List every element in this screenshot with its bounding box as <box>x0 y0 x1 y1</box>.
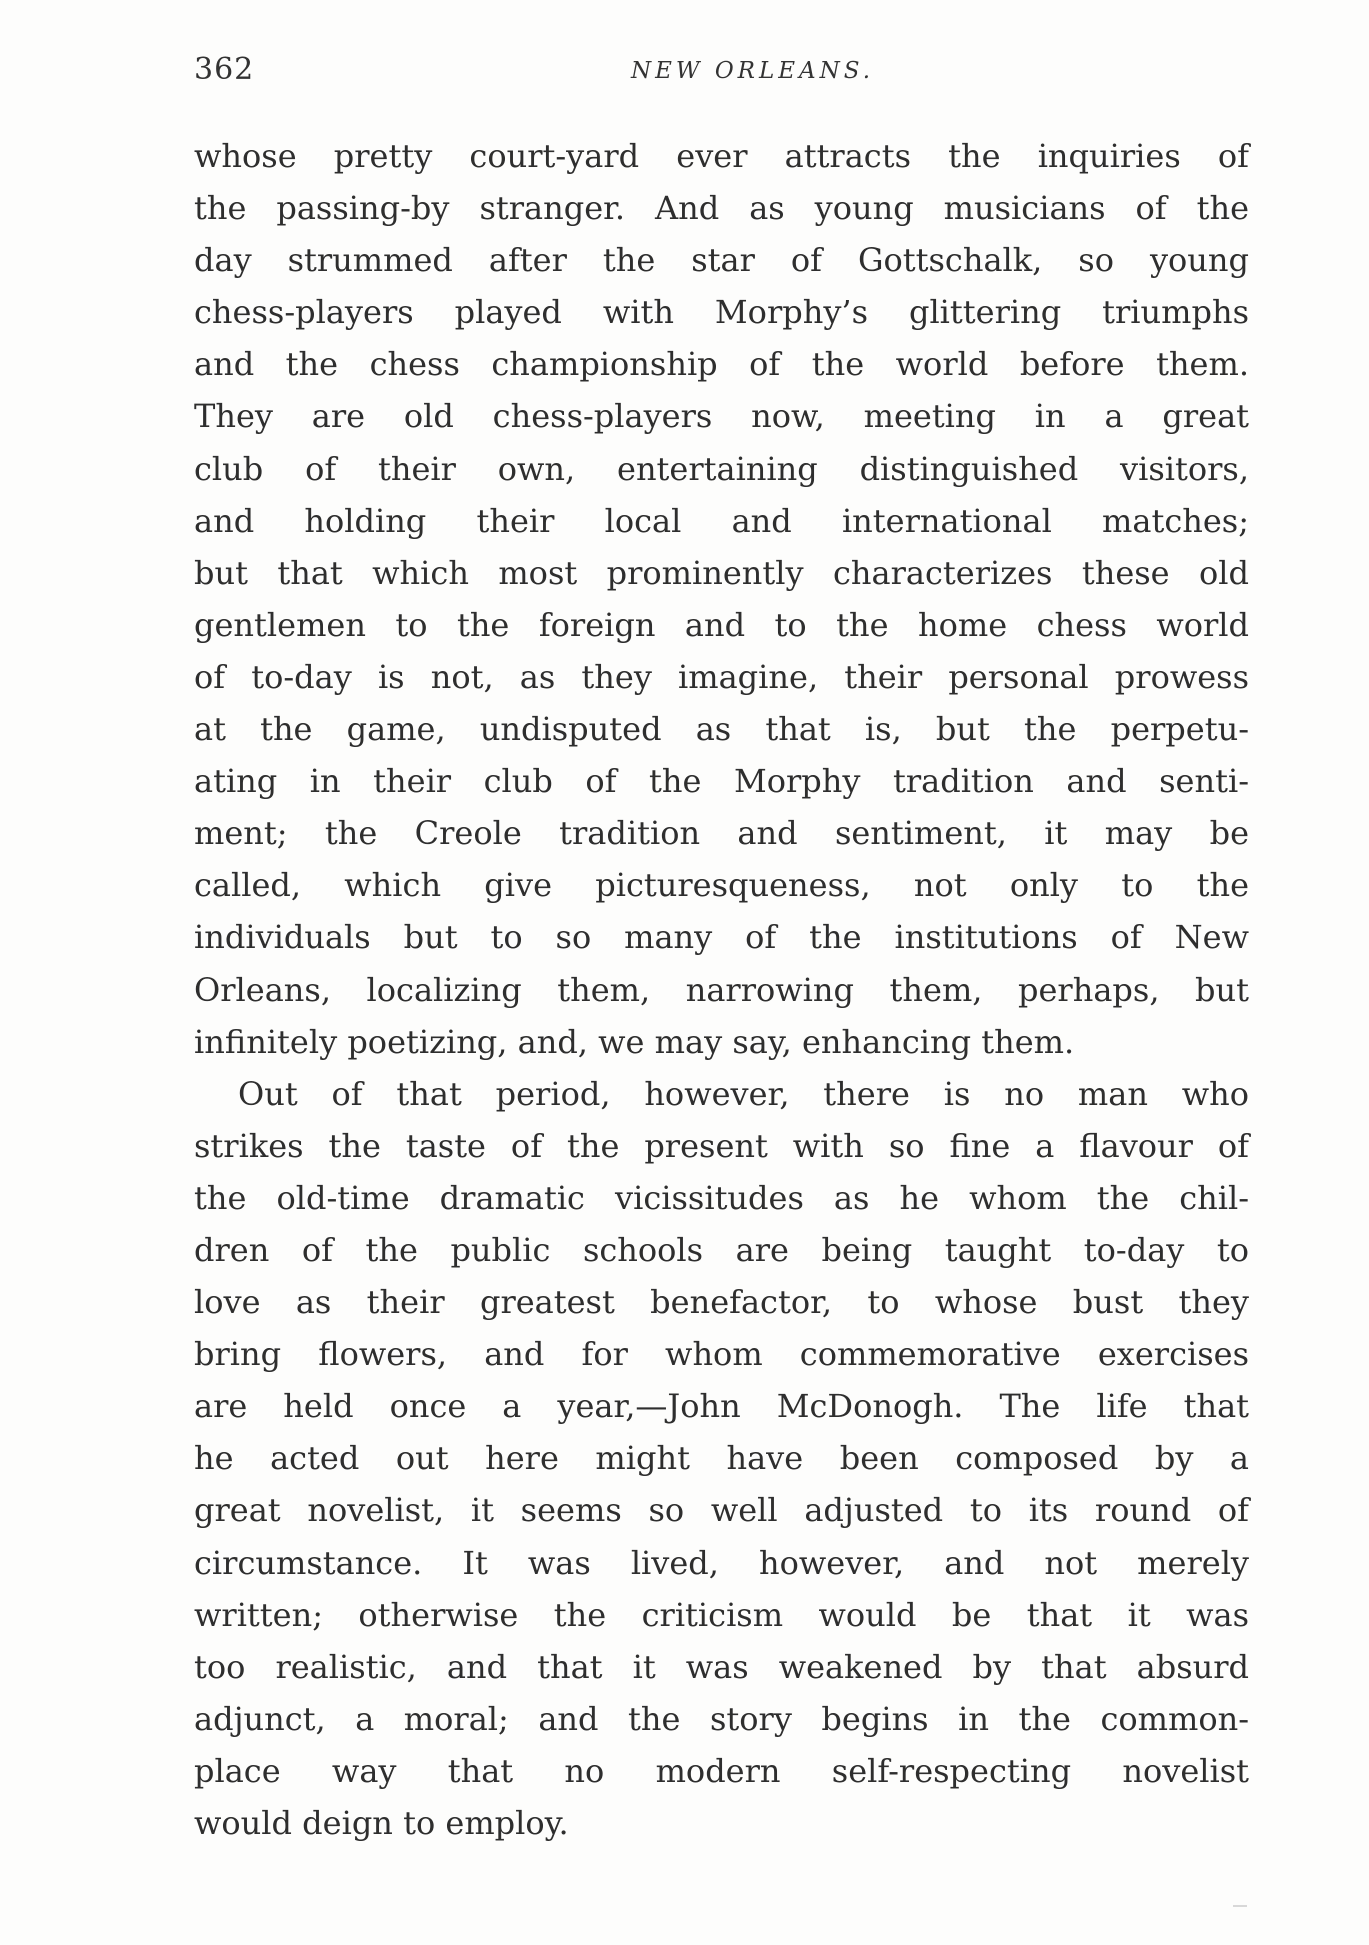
text-line: adjunct, a moral; and the story begins in the common- <box>194 1699 1249 1738</box>
page-header <box>194 52 1249 102</box>
text-line: individuals but to so many of the institutions of New <box>194 918 1249 957</box>
text-line: They are old chess-players now, meeting in a great <box>194 397 1249 436</box>
text-line: and holding their local and international matches; <box>194 501 1249 540</box>
text-line: the passing-by stranger. And as young musicians of the <box>194 189 1249 228</box>
paragraph-end-line: would deign to employ. <box>194 1804 569 1842</box>
text-line: but that which most prominently characterizes these old <box>194 553 1249 592</box>
text-line: love as their greatest benefactor, to whose bust they <box>194 1283 1249 1322</box>
text-line: at the game, undisputed as that is, but the perpetu- <box>194 710 1249 749</box>
text-line: ating in their club of the Morphy tradition and senti- <box>194 762 1249 801</box>
text-line: written; otherwise the criticism would be that it was <box>194 1595 1249 1634</box>
text-line: he acted out here might have been composed by a <box>194 1439 1249 1478</box>
text-line: ment; the Creole tradition and sentiment, it may be <box>194 814 1249 853</box>
page-number: 362 <box>194 52 255 87</box>
text-line: gentlemen to the foreign and to the home chess world <box>194 605 1249 644</box>
text-line: and the chess championship of the world before them. <box>194 345 1249 384</box>
text-line: whose pretty court-yard ever attracts the inquiries of <box>194 137 1249 175</box>
paragraph-start-line: Out of that period, however, there is no man who <box>238 1074 1249 1113</box>
body-text <box>194 130 1249 1849</box>
paragraph-end-line: infinitely poetizing, and, we may say, enhancing them. <box>194 1022 1075 1061</box>
text-line: chess-players played with Morphy’s glittering triumphs <box>194 293 1249 332</box>
text-line: place way that no modern self-respecting novelist <box>194 1751 1249 1790</box>
running-head: NEW ORLEANS. <box>630 58 875 84</box>
text-line: club of their own, entertaining distinguished visitors, <box>194 449 1249 488</box>
scan-mark <box>1233 1905 1247 1907</box>
text-line: of to-day is not, as they imagine, their personal prowess <box>194 657 1249 696</box>
text-line: bring flowers, and for whom commemorative exercises <box>194 1335 1249 1374</box>
text-line: strikes the taste of the present with so fine a flavour of <box>194 1126 1249 1165</box>
text-line: Orleans, localizing them, narrowing them, perhaps, but <box>194 970 1249 1009</box>
text-line: too realistic, and that it was weakened by that absurd <box>194 1647 1249 1686</box>
text-line: dren of the public schools are being taught to-day to <box>194 1230 1249 1269</box>
text-line: are held once a year,—John McDonogh. The life that <box>194 1387 1249 1426</box>
text-line: called, which give picturesqueness, not only to the <box>194 866 1249 905</box>
text-line: great novelist, it seems so well adjusted to its round of <box>194 1491 1249 1530</box>
text-line: the old-time dramatic vicissitudes as he whom the chil- <box>194 1178 1249 1217</box>
text-line: circumstance. It was lived, however, and not merely <box>194 1543 1249 1582</box>
text-line: day strummed after the star of Gottschalk, so young <box>194 241 1249 280</box>
